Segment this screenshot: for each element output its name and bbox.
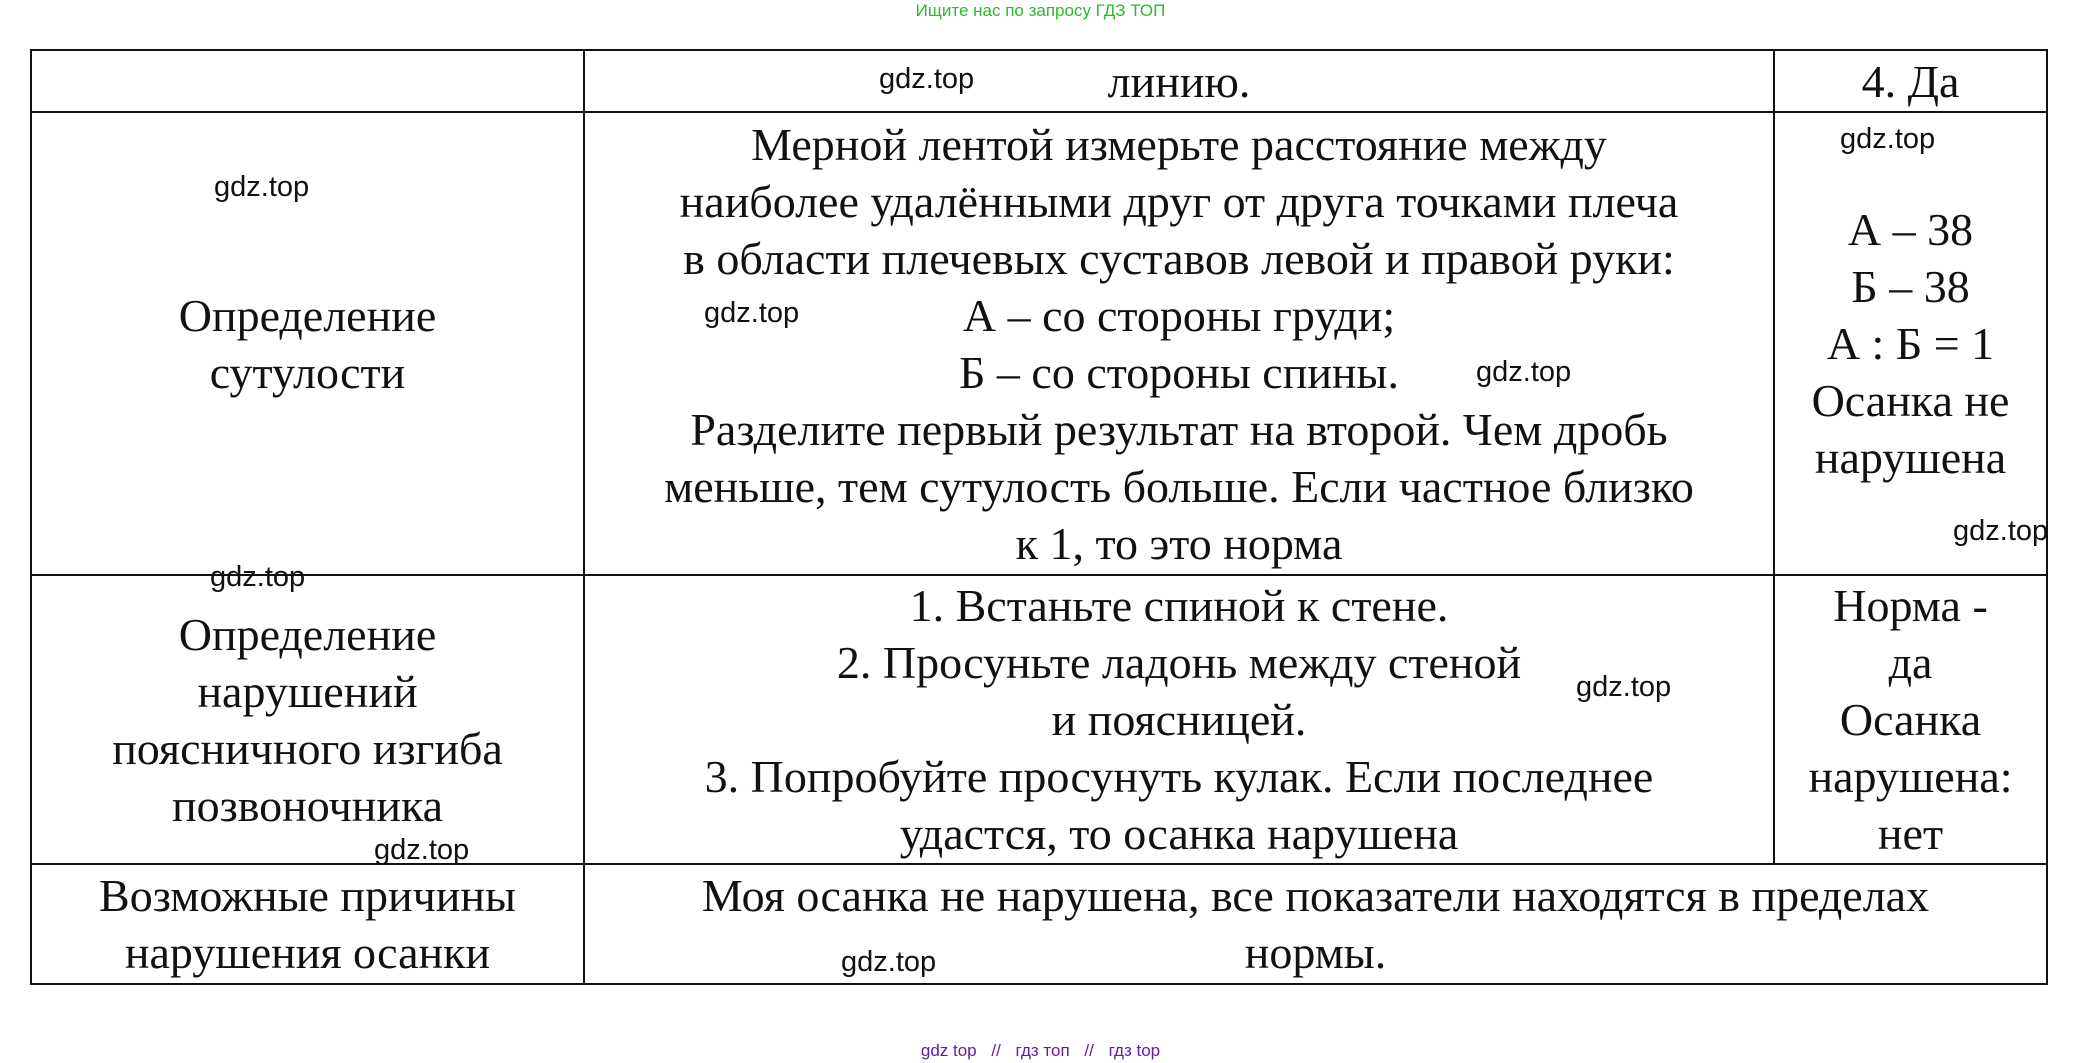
table-row <box>31 864 2047 984</box>
watermark: gdz.top <box>841 946 937 978</box>
watermark: gdz.top <box>1840 123 1936 155</box>
watermark: gdz.top <box>879 63 975 95</box>
method-line: Б – со стороны спины. <box>959 346 1399 398</box>
result-line: Б – 38 <box>1851 261 1970 312</box>
conclusion-line: Моя осанка не нарушена, все показатели находятся в пределах <box>701 870 1930 921</box>
top-banner: Ищите нас по запросу ГДЗ ТОП <box>915 1 1166 20</box>
row1-method-cell <box>584 50 1774 112</box>
method-line: линию. <box>1107 55 1251 107</box>
row4-label-cell <box>31 864 584 984</box>
footer-separator: // <box>1084 1041 1094 1060</box>
table-row <box>31 50 2047 112</box>
watermark: gdz.top <box>704 297 800 329</box>
row3-result-cell <box>1774 575 2047 864</box>
label-line: поясничного изгиба <box>112 722 503 774</box>
method-line: к 1, то это норма <box>1015 517 1343 569</box>
method-line: 3. Попробуйте просунуть кулак. Если последнее <box>704 751 1654 802</box>
method-line: 2. Просуньте ладонь между стеной <box>836 637 1522 688</box>
result-line: А – 38 <box>1847 204 1974 255</box>
row4-conclusion-cell <box>584 864 2047 984</box>
result-line: нарушена <box>1814 432 2007 483</box>
method-line: в области плечевых суставов левой и правой руки: <box>683 232 1675 284</box>
posture-table <box>30 49 2048 985</box>
footer-link[interactable]: гдз top <box>1108 1041 1161 1060</box>
footer-separator: // <box>991 1041 1001 1060</box>
row1-result-cell <box>1774 50 2047 112</box>
method-line: Мерной лентой измерьте расстояние между <box>751 118 1607 170</box>
watermark: gdz.top <box>214 171 310 203</box>
result-line: нарушена: <box>1808 751 2013 802</box>
result-line: Осанка <box>1839 694 1982 745</box>
watermark: gdz.top <box>210 561 306 593</box>
watermark: gdz.top <box>1576 671 1672 703</box>
table-row <box>31 575 2047 864</box>
row1-label-cell <box>31 50 584 112</box>
method-line: меньше, тем сутулость больше. Если частное близко <box>664 460 1694 512</box>
label-line: Определение <box>178 608 437 660</box>
result-line: нет <box>1877 808 1944 859</box>
method-line: 1. Встаньте спиной к стене. <box>909 580 1449 631</box>
method-line: Разделите первый результат на второй. Чем дробь <box>690 403 1668 455</box>
method-line: А – со стороны груди; <box>962 289 1396 341</box>
row2-method-cell <box>584 112 1774 575</box>
method-line: и поясницей. <box>1051 694 1307 745</box>
footer-link[interactable]: gdz top <box>920 1041 977 1060</box>
result-line: 4. Да <box>1861 55 1960 107</box>
watermark: gdz.top <box>1953 515 2049 547</box>
watermark: gdz.top <box>1476 356 1572 388</box>
watermark: gdz.top <box>374 834 470 866</box>
row2-result-cell <box>1774 112 2047 575</box>
conclusion-line: нормы. <box>1244 927 1387 978</box>
footer-link[interactable]: гдз топ <box>1015 1041 1070 1060</box>
row3-method-cell <box>584 575 1774 864</box>
label-line: нарушения осанки <box>124 927 491 978</box>
row3-label-cell <box>31 575 584 864</box>
result-line: Осанка не <box>1811 375 2010 426</box>
method-line: удастся, то осанка нарушена <box>899 808 1459 859</box>
footer-links <box>0 1041 2081 1061</box>
label-line: сутулости <box>209 346 406 398</box>
method-line: наиболее удалёнными друг от друга точками плеча <box>679 175 1679 227</box>
label-line: Возможные причины <box>99 870 516 921</box>
table-row <box>31 112 2047 575</box>
result-line: да <box>1888 637 1933 688</box>
label-line: нарушений <box>197 665 418 717</box>
result-line: Норма - <box>1833 580 1988 631</box>
label-line: позвоночника <box>171 779 444 831</box>
label-line: Определение <box>178 289 437 341</box>
result-line: А : Б = 1 <box>1826 318 1995 369</box>
